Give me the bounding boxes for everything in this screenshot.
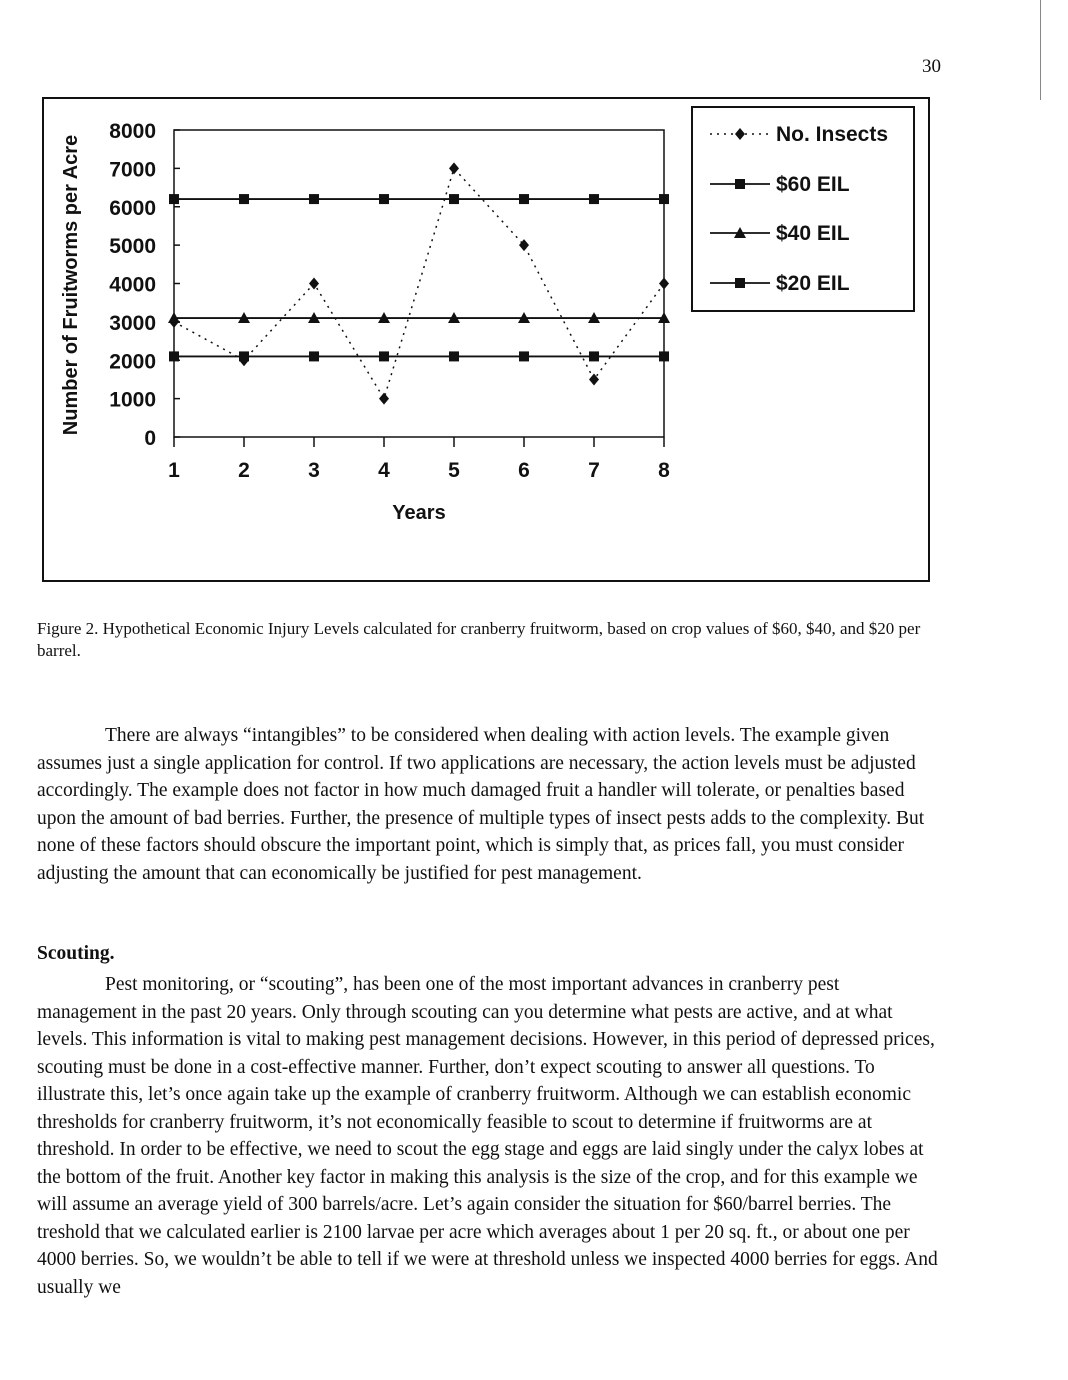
x-tick-label: 6	[518, 459, 530, 482]
y-tick-label: 4000	[109, 273, 156, 297]
figure-caption: Figure 2. Hypothetical Economic Injury Levels calculated for cranberry fruitworm, based on crop values of $60, $40, and $20 per barrel.	[37, 619, 921, 660]
data-point	[449, 194, 459, 204]
paragraph-intangibles-text: There are always “intangibles” to be considered when dealing with action levels. The example given assumes just a single application for control. If two applications are necessary, the action levels must be adjusted accordingly. The example does not factor in how much damaged fruit a handler will tolerate, or penalties based upon the amount of bad berries. Further, the presence of multiple types of insect pests adds to the complexity. But none of these factors should obscure the important point, which is simply that, as prices fall, you must consider adjusting the amount that can economically be justified for pest management.	[37, 725, 925, 884]
legend	[692, 107, 914, 311]
y-tick-label: 5000	[109, 235, 156, 259]
data-point	[379, 351, 389, 361]
x-tick-label: 5	[448, 459, 460, 482]
data-point	[169, 351, 179, 361]
data-point	[239, 194, 249, 204]
paragraph-scouting	[37, 971, 942, 1301]
data-point	[659, 351, 669, 361]
paragraph-scouting-text: Pest monitoring, or “scouting”, has been one of the most important advances in cranberry pest management in the past 20 years. Only through scouting can you determine what pests are active, and at what levels. This information is vital to making pest management decisions. However, in this period of depressed prices, scouting must be done in a cost-effective manner. Further, don’t expect scouting to answer all questions. To illustrate this, let’s once again take up the example of cranberry fruitworm. Although we can establish economic thresholds for cranberry fruitworm, it’s not economically feasible to scout to determine if fruitworms are at threshold. In order to be effective, we need to scout the egg stage and eggs are laid singly under the calyx lobes at the bottom of the fruit. Another key factor in making this analysis is the size of the crop, and for this example we will assume an average yield of 300 barrels/acre. Let’s again consider the situation for $60/barrel berries. The treshold that we calculated earlier is 2100 larvae per acre which averages about 1 per 20 sq. ft., or about one per 4000 berries. So, we wouldn’t be able to tell if we were at threshold unless we inspected 4000 berries for eggs. And usually we	[37, 974, 938, 1298]
data-point	[309, 351, 319, 361]
data-point	[309, 278, 319, 290]
data-point	[379, 194, 389, 204]
series-layer	[168, 162, 670, 404]
legend-entry: No. Insects	[776, 123, 889, 146]
data-point	[449, 162, 459, 174]
section-heading-scouting: Scouting.	[37, 943, 115, 964]
legend-entry: $40 EIL	[776, 222, 850, 245]
x-tick-label: 4	[378, 459, 390, 482]
plot-area	[174, 130, 664, 437]
data-point	[379, 393, 389, 405]
x-axis-label: Years	[392, 502, 446, 524]
legend-marker	[735, 278, 745, 288]
y-tick-label: 8000	[109, 120, 156, 143]
data-point	[449, 351, 459, 361]
x-tick-label: 1	[168, 459, 180, 482]
data-point	[589, 194, 599, 204]
legend-marker	[735, 179, 745, 189]
series-40-eil	[168, 312, 670, 323]
paragraph-intangibles	[37, 722, 942, 887]
y-axis-ticks	[109, 120, 180, 450]
x-tick-label: 3	[308, 459, 320, 482]
data-point	[659, 278, 669, 290]
series-60-eil	[169, 194, 669, 204]
y-tick-label: 3000	[109, 311, 156, 335]
data-point	[519, 351, 529, 361]
y-tick-label: 6000	[109, 196, 156, 220]
data-point	[519, 194, 529, 204]
x-tick-label: 7	[588, 459, 600, 482]
fruitworm-eil-chart	[0, 0, 1068, 600]
data-point	[659, 194, 669, 204]
y-axis-label: Number of Fruitworms per Acre	[60, 134, 82, 436]
data-point	[519, 239, 529, 251]
data-point	[309, 194, 319, 204]
y-tick-label: 7000	[109, 158, 156, 182]
page-number: 30	[922, 56, 941, 77]
y-tick-label: 0	[144, 427, 156, 450]
data-point	[169, 194, 179, 204]
x-tick-label: 2	[238, 459, 250, 482]
data-point	[589, 351, 599, 361]
legend-entry: $60 EIL	[776, 173, 850, 196]
x-tick-label: 8	[658, 459, 670, 482]
x-axis-ticks	[168, 437, 670, 482]
plot-border	[174, 130, 664, 437]
y-tick-label: 2000	[109, 350, 156, 374]
y-tick-label: 1000	[109, 388, 156, 412]
legend-entry: $20 EIL	[776, 272, 850, 295]
